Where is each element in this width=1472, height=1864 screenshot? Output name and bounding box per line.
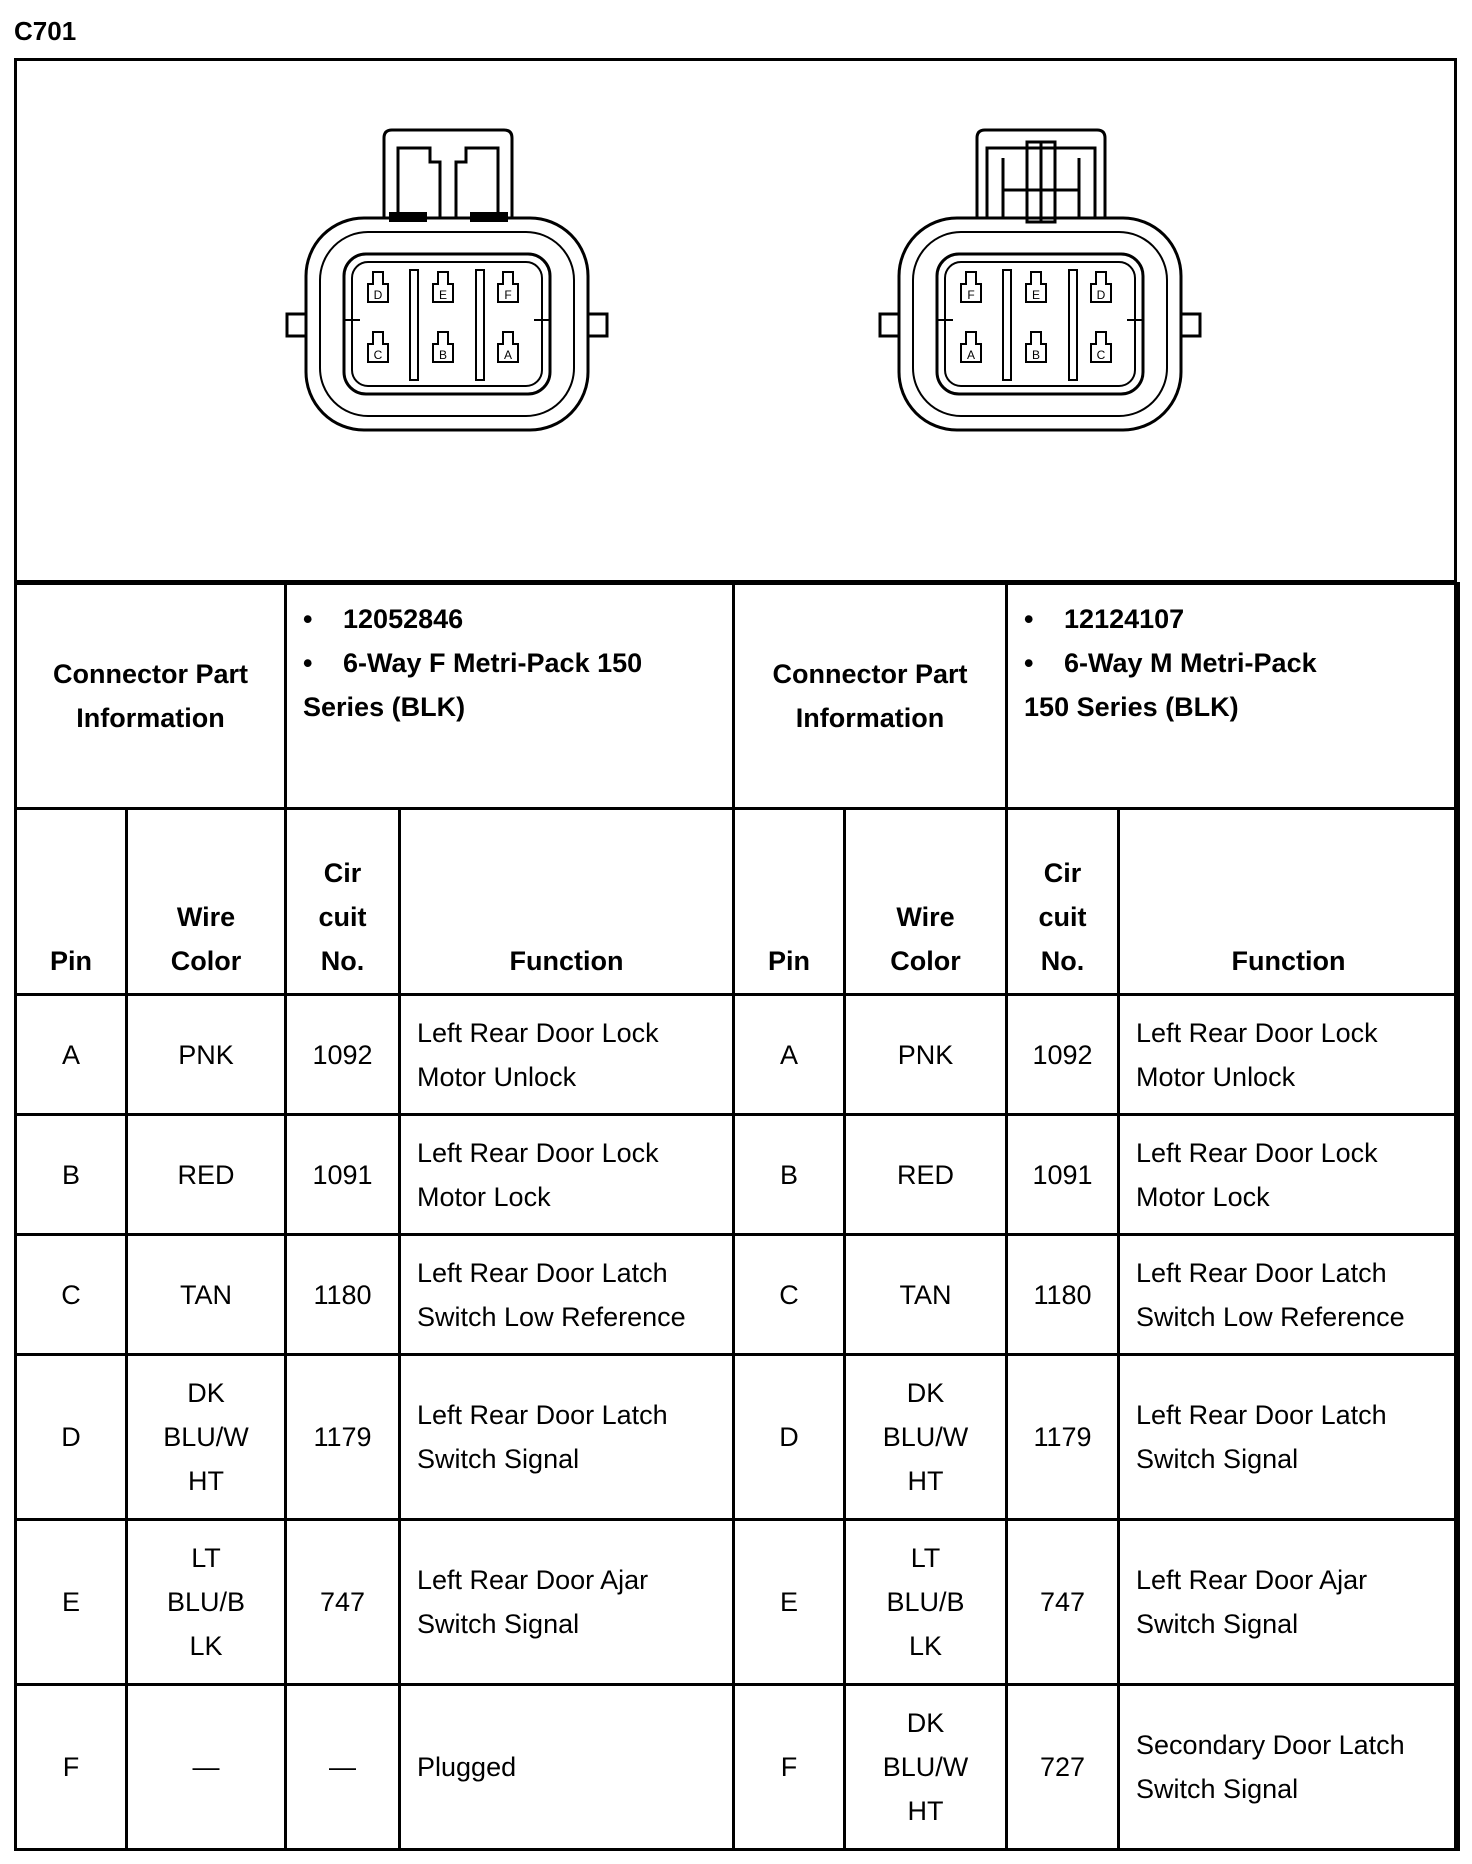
wire-color-header: Wire Color xyxy=(845,809,1007,995)
column-header-row xyxy=(16,809,1459,995)
cavity-label: C xyxy=(1096,348,1106,362)
circuit-cell: 1092 xyxy=(286,995,400,1115)
circuit-cell: 747 xyxy=(1007,1520,1119,1685)
circuit-cell: 1179 xyxy=(1007,1355,1119,1520)
pin-header: Pin xyxy=(16,809,127,995)
function-cell: Left Rear Door Lock Motor Unlock xyxy=(1119,995,1459,1115)
table-row xyxy=(16,1115,1459,1235)
wire-color-cell: LT BLU/B LK xyxy=(845,1520,1007,1685)
pin-cell: F xyxy=(734,1685,845,1850)
pin-cell: B xyxy=(16,1115,127,1235)
cavity-d xyxy=(368,272,388,302)
cavity-label: B xyxy=(1031,348,1041,362)
pin-cell: A xyxy=(734,995,845,1115)
function-cell: Left Rear Door Lock Motor Lock xyxy=(1119,1115,1459,1235)
wire-color-cell: RED xyxy=(127,1115,286,1235)
female-connector-drawing xyxy=(287,130,607,430)
function-cell: Left Rear Door Lock Motor Lock xyxy=(400,1115,734,1235)
function-cell: Left Rear Door Latch Switch Low Reference xyxy=(1119,1235,1459,1355)
cavity-label: E xyxy=(1031,288,1041,302)
cavity-b xyxy=(433,332,453,362)
circuit-cell: 747 xyxy=(286,1520,400,1685)
circuit-cell: 1091 xyxy=(1007,1115,1119,1235)
pin-header: Pin xyxy=(734,809,845,995)
wire-color-cell: PNK xyxy=(127,995,286,1115)
pin-cell: C xyxy=(16,1235,127,1355)
pin-cell: E xyxy=(16,1520,127,1685)
cavity-label: E xyxy=(438,288,448,302)
cavity-a xyxy=(498,332,518,362)
cavity-d xyxy=(1091,272,1111,302)
circuit-cell: 1180 xyxy=(286,1235,400,1355)
part-description-cont: Series (BLK) xyxy=(303,692,466,722)
cavity-label: F xyxy=(504,288,512,302)
connector-info-label: Connector Part Information xyxy=(734,584,1007,809)
cavity-c xyxy=(368,332,388,362)
circuit-cell: 1180 xyxy=(1007,1235,1119,1355)
cavity-label: F xyxy=(967,288,975,302)
cavity-f xyxy=(961,272,981,302)
wire-color-cell: DK BLU/W HT xyxy=(845,1355,1007,1520)
pin-cell: A xyxy=(16,995,127,1115)
function-header: Function xyxy=(400,809,734,995)
pin-cell: C xyxy=(734,1235,845,1355)
wire-color-cell: TAN xyxy=(845,1235,1007,1355)
connector-title: C701 xyxy=(14,16,77,46)
circuit-cell: 727 xyxy=(1007,1685,1119,1850)
cavity-label: D xyxy=(373,288,383,302)
pin-cell: D xyxy=(734,1355,845,1520)
cavity-label: C xyxy=(373,348,383,362)
cavity-label: B xyxy=(438,348,448,362)
male-connector-drawing xyxy=(880,130,1200,430)
cavity-label: D xyxy=(1096,288,1106,302)
connector-part-info: • 12052846 • 6-Way F Metri-Pack 150 Series (BLK) xyxy=(286,584,734,809)
cavity-e xyxy=(1026,272,1046,302)
function-cell: Left Rear Door Latch Switch Low Reference xyxy=(400,1235,734,1355)
part-description: 6-Way F Metri-Pack 150 xyxy=(343,648,643,678)
pin-rows xyxy=(16,995,1459,1850)
function-header: Function xyxy=(1119,809,1459,995)
cavity-a xyxy=(961,332,981,362)
cavity-label: A xyxy=(503,348,513,362)
cavity-c xyxy=(1091,332,1111,362)
cavity-b xyxy=(1026,332,1046,362)
circuit-cell: — xyxy=(286,1685,400,1850)
wire-color-cell: DK BLU/W HT xyxy=(127,1355,286,1520)
connector-drawings xyxy=(14,58,1457,583)
cavity-f xyxy=(498,272,518,302)
connector-info-row xyxy=(16,584,1459,809)
function-cell: Left Rear Door Lock Motor Unlock xyxy=(400,995,734,1115)
part-number: 12052846 xyxy=(343,604,464,634)
wire-color-cell: TAN xyxy=(127,1235,286,1355)
function-cell: Left Rear Door Latch Switch Signal xyxy=(1119,1355,1459,1520)
table-row xyxy=(16,995,1459,1115)
circuit-header: Cir cuit No. xyxy=(1007,809,1119,995)
function-cell: Plugged xyxy=(400,1685,734,1850)
pinout-table xyxy=(14,582,1460,1851)
part-number: 12124107 xyxy=(1064,604,1185,634)
wire-color-cell: RED xyxy=(845,1115,1007,1235)
cavity-label: A xyxy=(966,348,976,362)
circuit-cell: 1179 xyxy=(286,1355,400,1520)
wire-color-cell: PNK xyxy=(845,995,1007,1115)
table-row xyxy=(16,1235,1459,1355)
circuit-cell: 1091 xyxy=(286,1115,400,1235)
connector-part-info: • 12124107 • 6-Way M Metri-Pack 150 Series (BLK) xyxy=(1007,584,1459,809)
connector-info-label: Connector Part Information xyxy=(16,584,286,809)
pin-cell: E xyxy=(734,1520,845,1685)
wire-color-header: Wire Color xyxy=(127,809,286,995)
pin-cell: D xyxy=(16,1355,127,1520)
circuit-cell: 1092 xyxy=(1007,995,1119,1115)
pin-cell: B xyxy=(734,1115,845,1235)
table-row xyxy=(16,1520,1459,1685)
pin-cell: F xyxy=(16,1685,127,1850)
circuit-header: Cir cuit No. xyxy=(286,809,400,995)
function-cell: Secondary Door Latch Switch Signal xyxy=(1119,1685,1459,1850)
function-cell: Left Rear Door Ajar Switch Signal xyxy=(1119,1520,1459,1685)
connector-diagram-area xyxy=(14,58,1457,583)
part-description: 6-Way M Metri-Pack xyxy=(1064,648,1317,678)
wire-color-cell: DK BLU/W HT xyxy=(845,1685,1007,1850)
table-row xyxy=(16,1355,1459,1520)
wire-color-cell: — xyxy=(127,1685,286,1850)
table-row xyxy=(16,1685,1459,1850)
function-cell: Left Rear Door Ajar Switch Signal xyxy=(400,1520,734,1685)
wire-color-cell: LT BLU/B LK xyxy=(127,1520,286,1685)
cavity-e xyxy=(433,272,453,302)
function-cell: Left Rear Door Latch Switch Signal xyxy=(400,1355,734,1520)
part-description-cont: 150 Series (BLK) xyxy=(1024,692,1239,722)
